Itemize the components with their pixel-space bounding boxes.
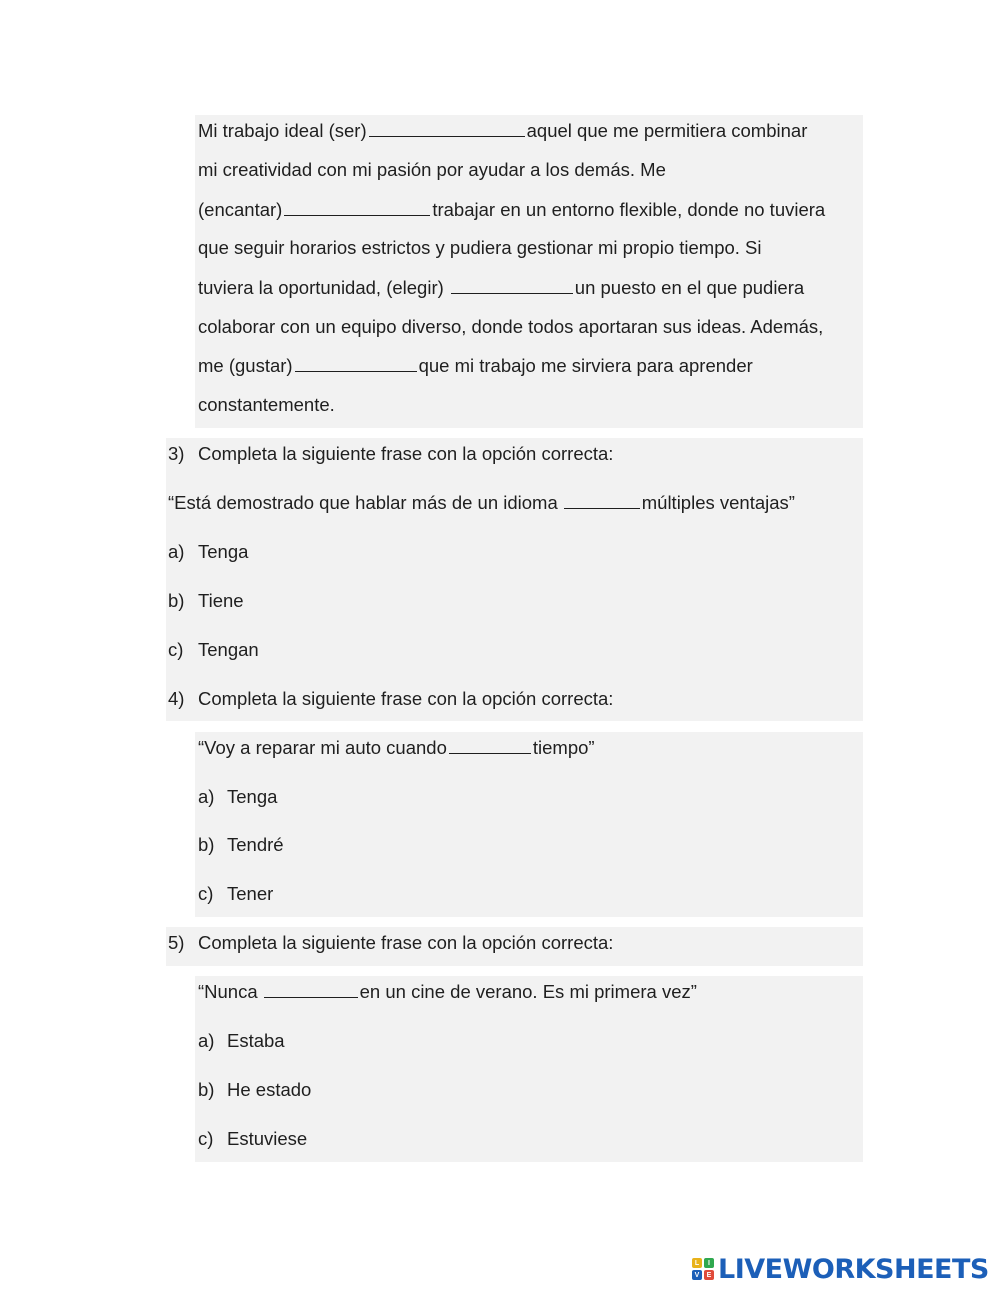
paragraph-line-8: constantemente.: [198, 394, 335, 415]
question-3-option-b[interactable]: b) Tiene: [168, 590, 244, 611]
blank-ser[interactable]: [369, 122, 525, 137]
question-3-option-c[interactable]: c) Tengan: [168, 639, 259, 660]
question-3-prompt: Completa la siguiente frase con la opción correcta:: [198, 443, 614, 464]
logo-square-i: I: [704, 1258, 714, 1268]
question-3-option-a[interactable]: a) Tenga: [168, 541, 249, 562]
paragraph-line-7: me (gustar) que mi trabajo me sirviera para aprender: [198, 355, 753, 376]
logo-square-e: E: [704, 1270, 714, 1280]
question-5-sentence: “Nunca en un cine de verano. Es mi primera vez”: [198, 981, 697, 1002]
logo-square-v: V: [692, 1270, 702, 1280]
question-5-option-c[interactable]: c) Estuviese: [198, 1128, 308, 1149]
question-5-prompt: Completa la siguiente frase con la opción correcta:: [198, 932, 614, 953]
question-3-number: 3): [168, 443, 185, 464]
question-5-number: 5): [168, 932, 185, 953]
question-3-sentence: “Está demostrado que hablar más de un idioma múltiples ventajas”: [168, 492, 795, 513]
paragraph-line-3: (encantar) trabajar en un entorno flexible, donde no tuviera: [198, 199, 826, 220]
question-5-option-a[interactable]: a) Estaba: [198, 1030, 285, 1051]
question-4-option-c[interactable]: c) Tener: [198, 883, 274, 904]
logo-square-l: L: [692, 1258, 702, 1268]
question-4-block: [195, 732, 863, 917]
paragraph-line-6: colaborar con un equipo diverso, donde todos aportaran sus ideas. Además,: [198, 316, 824, 337]
blank-q3[interactable]: [564, 494, 640, 509]
paragraph-line-5: tuviera la oportunidad, (elegir) un puesto en el que pudiera: [198, 277, 805, 298]
question-4-sentence: “Voy a reparar mi auto cuando tiempo”: [198, 737, 595, 758]
question-3-block: [166, 438, 863, 721]
question-5-option-b[interactable]: b) He estado: [198, 1079, 312, 1100]
question-4-number: 4): [168, 688, 185, 709]
logo-squares-icon: [692, 1258, 714, 1280]
paragraph-line-1: Mi trabajo ideal (ser) aquel que me permitiera combinar: [198, 120, 808, 141]
question-4-prompt: Completa la siguiente frase con la opción correcta:: [198, 688, 614, 709]
blank-gustar[interactable]: [295, 357, 417, 372]
blank-q5[interactable]: [264, 983, 358, 998]
paragraph-line-4: que seguir horarios estrictos y pudiera gestionar mi propio tiempo. Si: [198, 237, 762, 258]
question-4-option-b[interactable]: b) Tendré: [198, 834, 284, 855]
blank-elegir[interactable]: [451, 279, 573, 294]
blank-encantar[interactable]: [284, 201, 430, 216]
logo-text: LIVEWORKSHEETS: [718, 1253, 989, 1285]
question-4-option-a[interactable]: a) Tenga: [198, 786, 278, 807]
paragraph-line-2: mi creatividad con mi pasión por ayudar a los demás. Me: [198, 159, 666, 180]
blank-q4[interactable]: [449, 739, 531, 754]
liveworksheets-logo[interactable]: [692, 1252, 989, 1286]
